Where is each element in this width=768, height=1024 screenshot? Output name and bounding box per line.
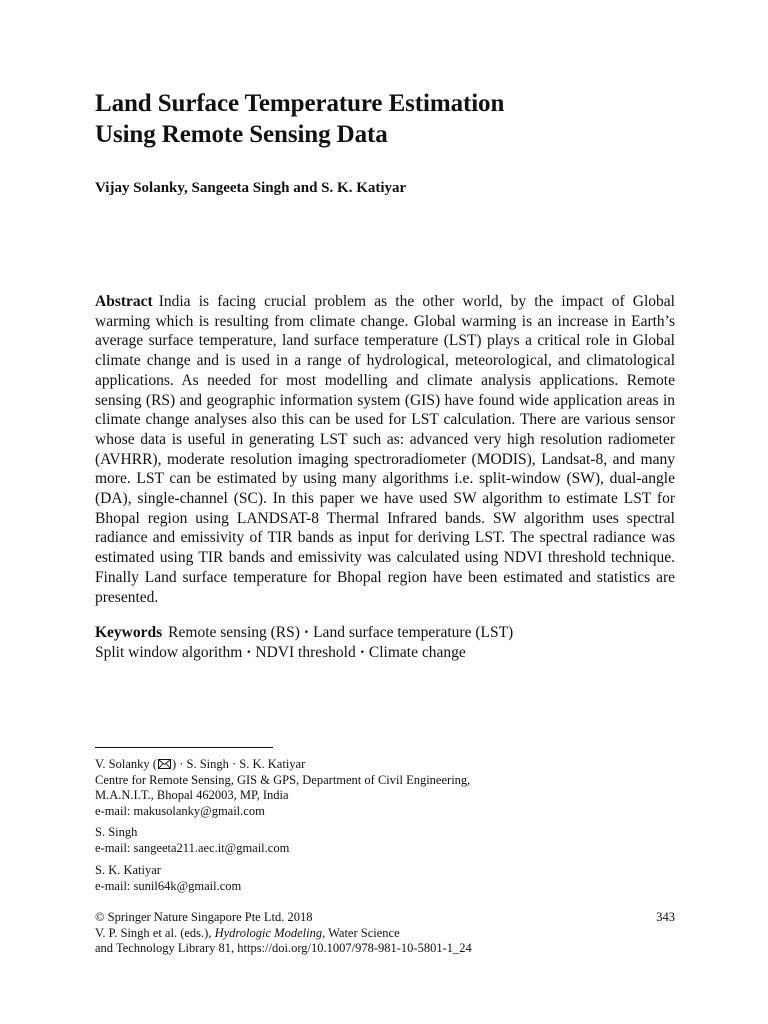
abstract-text: India is facing crucial problem as the other world, by the impact of Global warming which is resulting from climate change. Global warming is an increase in Earth’s average surface temperature, land surface temperature (LST) plays a critical role in Global climate change and is used in a range of hydrological, meteorological, and climatological applications. As needed for most modelling and climate analysis applications. Remote sensing (RS) and geographic information system (GIS) have found wide application areas in climate change analyses also this can be used for LST calculation. There are various sensor whose data is useful in generating LST such as: advanced very high resolution radiometer (AVHRR), moderate resolution imaging spectroradiometer (MODIS), Landsat-8, and many more. LST can be estimated by using many algorithms i.e. split-window (SW), dual-angle (DA), single-channel (SC). In this paper we have used SW algorithm to estimate LST for Bhopal region using LANDSAT-8 Thermal Infrared bands. SW algorithm uses spectral radiance and emissivity of TIR bands as input for deriving LST. The spectral radiance was estimated using TIR bands and emissivity was calculated using NDVI threshold technique. Finally Land surface temperature for Bhopal region have been estimated and statistics are presented. xyxy=(95,293,675,606)
corresponding-author: V. Solanky ( xyxy=(95,757,157,771)
coauthor-names: ) · S. Singh · S. K. Katiyar xyxy=(171,757,306,771)
envelope-icon xyxy=(158,759,171,769)
footnote-katiyar xyxy=(95,863,675,894)
author-email[interactable]: e-mail: makusolanky@gmail.com xyxy=(95,803,265,818)
footnote-affiliation xyxy=(95,757,675,819)
keywords xyxy=(95,623,675,662)
keywords-line-1 xyxy=(95,623,675,643)
doi-line[interactable]: and Technology Library 81, https://doi.org/10.1007/978-981-10-5801-1_24 xyxy=(95,941,472,955)
author-list: Vijay Solanky, Sangeeta Singh and S. K. Katiyar xyxy=(95,180,407,196)
book-title: Hydrologic Modeling xyxy=(214,925,323,940)
keyword-item: Climate change xyxy=(368,643,466,661)
footnote-divider xyxy=(95,747,273,748)
author-name: S. K. Katiyar xyxy=(95,863,161,877)
keyword-item: Remote sensing (RS) xyxy=(168,624,300,641)
title-line-2: Using Remote Sensing Data xyxy=(95,121,388,148)
author-names-line xyxy=(95,757,675,773)
footnote-singh xyxy=(95,825,675,856)
affiliation-line: Centre for Remote Sensing, GIS & GPS, Department of Civil Engineering, xyxy=(95,772,471,787)
keyword-item: Land surface temperature (LST) xyxy=(313,624,514,641)
abstract-label: Abstract xyxy=(95,293,153,310)
page-number: 343 xyxy=(656,910,675,924)
copyright-line: © Springer Nature Singapore Pte Ltd. 2018 xyxy=(95,910,313,924)
citation-editors: V. P. Singh et al. (eds.), xyxy=(95,925,215,940)
paper-title xyxy=(95,88,675,150)
keywords-line-2 xyxy=(95,643,675,663)
abstract xyxy=(95,292,675,607)
author-email[interactable]: e-mail: sunil64k@gmail.com xyxy=(95,878,242,893)
author-email[interactable]: e-mail: sangeeta211.aec.it@gmail.com xyxy=(95,840,290,855)
citation-line xyxy=(95,926,675,942)
keyword-item: NDVI threshold xyxy=(255,643,356,661)
keyword-separator: · xyxy=(303,624,310,641)
copyright-block xyxy=(95,910,675,957)
title-line-1: Land Surface Temperature Estimation xyxy=(95,90,505,117)
keyword-separator: · xyxy=(359,643,365,661)
keyword-item: Split window algorithm xyxy=(95,643,243,661)
affiliation-address: M.A.N.I.T., Bhopal 462003, MP, India xyxy=(95,788,289,802)
series-name: , Water Science xyxy=(322,925,400,940)
keyword-separator: · xyxy=(246,643,252,661)
paper-page xyxy=(95,88,675,955)
keywords-label: Keywords xyxy=(95,624,163,641)
author-name: S. Singh xyxy=(95,825,138,839)
